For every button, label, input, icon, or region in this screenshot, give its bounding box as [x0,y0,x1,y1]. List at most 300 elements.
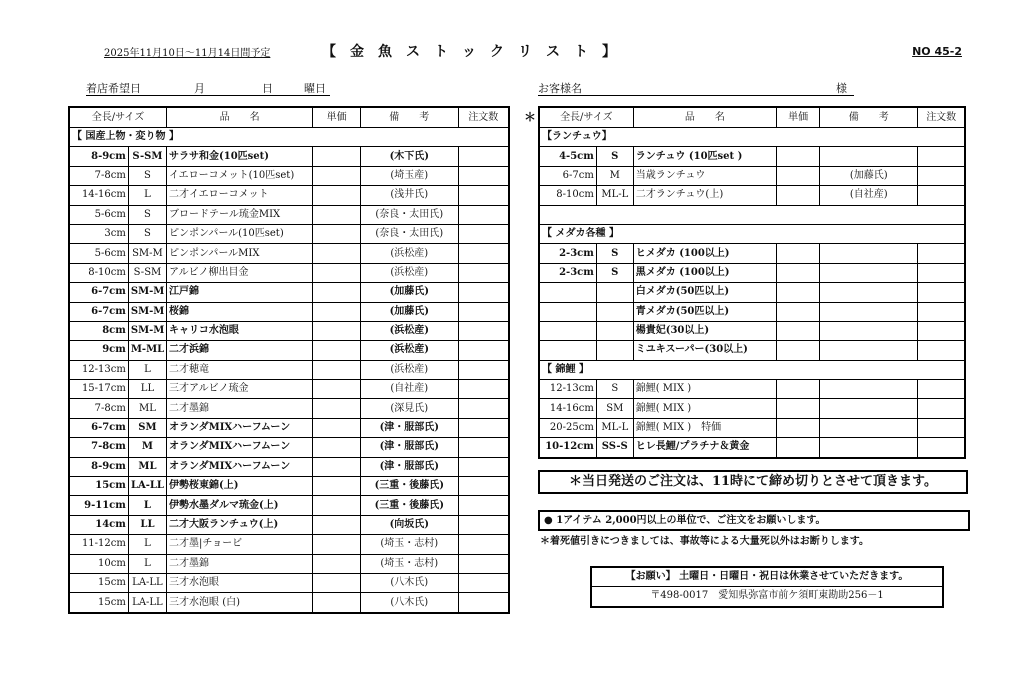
length-cell: 9cm [69,341,128,360]
size-cell: L [128,186,166,205]
size-cell: L [128,360,166,379]
length-cell: 9-11cm [69,496,128,515]
unit-price-cell[interactable] [777,147,820,166]
unit-price-cell[interactable] [313,321,361,340]
product-name-cell: 江戸錦 [167,283,313,302]
size-cell: L [128,535,166,554]
unit-price-cell[interactable] [313,147,361,166]
length-cell: 15-17cm [69,380,128,399]
length-cell: 8-9cm [69,457,128,476]
order-quantity-cell[interactable] [458,186,509,205]
product-name-cell: 白メダカ(50匹以上) [633,283,776,302]
same-day-deadline-notice: ＊当日発送のご注文は、11時にて締め切りとさせて頂きます。 [538,470,968,494]
length-cell: 6-7cm [69,302,128,321]
section-title: 【ランチュウ】 [539,128,965,147]
order-quantity-cell[interactable] [458,147,509,166]
unit-price-cell[interactable] [777,341,820,360]
remarks-cell [820,418,918,437]
size-cell: S [596,147,633,166]
table-row [69,166,509,185]
order-quantity-cell[interactable] [918,302,965,321]
product-name-cell: 二才ランチュウ(上) [633,186,776,205]
holiday-address-box [590,566,944,608]
size-cell [596,341,633,360]
remarks-cell [820,438,918,458]
product-name-cell: ヒメダカ (100以上) [633,244,776,263]
delivery-period: 2025年11月10日～11月14日間予定 [104,48,271,59]
product-name-cell: オランダMIXハーフムーン [167,418,313,437]
length-cell: 6-7cm [539,166,596,185]
size-cell: SS-S [596,438,633,458]
product-name-cell: 二才墨錦 [167,554,313,573]
section-row [539,224,965,243]
minimum-order-notice: ● 1アイテム 2,000円以上の単位で、ご注文をお願いします。 [538,510,970,531]
product-name-cell: 三才水泡眼 [167,573,313,592]
remarks-cell: (埼玉・志村) [361,535,459,554]
table-row [69,573,509,592]
size-cell: LA-LL [128,477,166,496]
col-name-header: 品 名 [633,107,776,128]
size-cell [596,321,633,340]
remarks-cell: (浜松産) [361,321,459,340]
product-name-cell: 当歳ランチュウ [633,166,776,185]
product-name-cell: 二才イエローコメット [167,186,313,205]
length-cell: 8-10cm [539,186,596,205]
size-cell: ML [128,457,166,476]
unit-price-cell[interactable] [313,515,361,534]
order-quantity-cell[interactable] [458,535,509,554]
month-label: 月 [194,82,205,95]
product-name-cell: 楊貴妃(30以上) [633,321,776,340]
size-cell: LA-LL [128,593,166,613]
remarks-cell: (三重・後藤氏) [361,496,459,515]
table-row [539,147,965,166]
unit-price-cell[interactable] [313,302,361,321]
order-quantity-cell[interactable] [458,321,509,340]
asterisk-mark: ＊ [524,110,537,124]
table-row [539,418,965,437]
order-quantity-cell[interactable] [918,283,965,302]
size-cell: SM-M [128,244,166,263]
length-cell: 2-3cm [539,263,596,282]
table-row [539,263,965,282]
product-name-cell: オランダMIXハーフムーン [167,457,313,476]
length-cell: 5-6cm [69,205,128,224]
remarks-cell: (浜松産) [361,341,459,360]
product-name-cell: ミユキスーパー(30以上) [633,341,776,360]
col-name-header: 品 名 [167,107,313,128]
size-cell: S [128,224,166,243]
remarks-cell: (八木氏) [361,593,459,613]
size-cell: S [596,244,633,263]
size-cell: S [596,263,633,282]
product-name-cell: ピンポンパール(10匹set) [167,224,313,243]
table-row [69,360,509,379]
size-cell: ML [128,399,166,418]
remarks-cell: (加藤氏) [361,302,459,321]
unit-price-cell[interactable] [777,380,820,399]
table-row [69,399,509,418]
remarks-cell: (木下氏) [361,147,459,166]
product-name-cell: ランチュウ (10匹set ) [633,147,776,166]
table-row [69,224,509,243]
product-name-cell: 桜錦 [167,302,313,321]
length-cell: 6-7cm [69,283,128,302]
table-row [69,147,509,166]
remarks-cell: (奈良・太田氏) [361,224,459,243]
remarks-cell: (加藤氏) [361,283,459,302]
table-row [69,321,509,340]
page-title: 【 金 魚 ス ト ッ ク リ ス ト 】 [322,44,616,60]
order-quantity-cell[interactable] [918,399,965,418]
unit-price-cell[interactable] [313,244,361,263]
remarks-cell [820,244,918,263]
length-cell: 10cm [69,554,128,573]
product-name-cell: 錦鯉( MIX ) [633,399,776,418]
product-name-cell: 三才アルビノ琉金 [167,380,313,399]
table-row [69,515,509,534]
size-cell: LL [128,380,166,399]
product-name-cell: 二才穂竜 [167,360,313,379]
table-row [69,554,509,573]
order-quantity-cell[interactable] [918,380,965,399]
order-quantity-cell[interactable] [458,593,509,613]
order-quantity-cell[interactable] [458,496,509,515]
product-name-cell: サラサ和金(10匹set) [167,147,313,166]
unit-price-cell[interactable] [313,263,361,282]
col-remarks-header: 備 考 [820,107,918,128]
order-quantity-cell[interactable] [458,573,509,592]
size-cell: LA-LL [128,573,166,592]
remarks-cell [820,263,918,282]
product-name-cell: 伊勢桜東錦(上) [167,477,313,496]
unit-price-cell[interactable] [313,224,361,243]
unit-price-cell[interactable] [313,186,361,205]
col-price-header: 単価 [313,107,361,128]
table-row [69,283,509,302]
unit-price-cell[interactable] [313,360,361,379]
unit-price-cell[interactable] [313,283,361,302]
order-quantity-cell[interactable] [458,283,509,302]
unit-price-cell[interactable] [313,477,361,496]
product-name-cell: 二才墨|チョービ [167,535,313,554]
length-cell: 12-13cm [69,360,128,379]
product-name-cell: 錦鯉( MIX ) 特価 [633,418,776,437]
length-cell: 7-8cm [69,399,128,418]
section-title: 【 錦鯉 】 [539,360,965,379]
unit-price-cell[interactable] [777,263,820,282]
order-quantity-cell[interactable] [458,224,509,243]
length-cell: 4-5cm [539,147,596,166]
product-name-cell: イエローコメット(10匹set) [167,166,313,185]
col-order-header: 注文数 [458,107,509,128]
unit-price-cell[interactable] [313,380,361,399]
order-quantity-cell[interactable] [918,147,965,166]
length-cell [539,321,596,340]
product-name-cell: 二才大阪ランチュウ(上) [167,515,313,534]
remarks-cell: (浜松産) [361,263,459,282]
table-row [539,244,965,263]
remarks-cell [820,147,918,166]
customer-name-line[interactable] [538,80,854,96]
remarks-cell: (浅井氏) [361,186,459,205]
size-cell: SM-M [128,283,166,302]
product-name-cell: 三才水泡眼 (白) [167,593,313,613]
size-cell: M [128,438,166,457]
table-header [69,107,509,128]
order-quantity-cell[interactable] [458,166,509,185]
table-row [69,380,509,399]
length-cell: 5-6cm [69,244,128,263]
size-cell [596,283,633,302]
length-cell: 10-12cm [539,438,596,458]
length-cell: 15cm [69,593,128,613]
order-quantity-cell[interactable] [458,380,509,399]
length-cell [539,341,596,360]
unit-price-cell[interactable] [313,399,361,418]
remarks-cell: (津・服部氏) [361,457,459,476]
table-row [69,418,509,437]
order-quantity-cell[interactable] [458,554,509,573]
document-number: NO 45-2 [912,45,962,58]
size-cell: LL [128,515,166,534]
unit-price-cell[interactable] [313,554,361,573]
arrival-date-line[interactable] [86,80,330,96]
size-cell: M [596,166,633,185]
table-row [539,380,965,399]
length-cell: 6-7cm [69,418,128,437]
size-cell: SM-M [128,302,166,321]
length-cell: 15cm [69,573,128,592]
table-row [539,321,965,340]
length-cell: 2-3cm [539,244,596,263]
table-row [69,244,509,263]
size-cell: ML-L [596,186,633,205]
unit-price-cell[interactable] [777,302,820,321]
order-quantity-cell[interactable] [458,205,509,224]
size-cell: L [128,554,166,573]
product-name-cell: 二才墨錦 [167,399,313,418]
dead-fish-policy-notice: ＊着死値引きにつきましては、事故等による大量死以外はお断りします。 [540,536,869,547]
product-name-cell: 青メダカ(50匹以上) [633,302,776,321]
order-quantity-cell[interactable] [458,341,509,360]
right-stock-table [538,106,966,459]
order-quantity-cell[interactable] [918,438,965,458]
weekday-label: 曜日 [304,82,326,95]
table-row [69,186,509,205]
section-title: 【 国産上物・変り物 】 [69,128,509,147]
table-header [539,107,965,128]
remarks-cell: (加藤氏) [820,166,918,185]
product-name-cell: 錦鯉( MIX ) [633,380,776,399]
size-cell: S [128,205,166,224]
size-cell: SM-M [128,321,166,340]
order-quantity-cell[interactable] [918,166,965,185]
unit-price-cell[interactable] [777,418,820,437]
company-address: 〒498-0017 愛知県弥富市前ケ須町東勘助256－1 [650,590,884,601]
table-row [69,593,509,613]
spacer-cell [539,205,965,224]
remarks-cell: (八木氏) [361,573,459,592]
col-remarks-header: 備 考 [361,107,459,128]
remarks-cell: (浜松産) [361,360,459,379]
unit-price-cell[interactable] [313,205,361,224]
remarks-cell [820,321,918,340]
remarks-cell: (自社産) [361,380,459,399]
remarks-cell [820,399,918,418]
size-cell: S-SM [128,263,166,282]
unit-price-cell[interactable] [313,573,361,592]
unit-price-cell[interactable] [777,166,820,185]
section-title: 【 メダカ各種 】 [539,224,965,243]
table-row [69,438,509,457]
length-cell: 7-8cm [69,438,128,457]
unit-price-cell[interactable] [313,438,361,457]
table-row [69,302,509,321]
order-quantity-cell[interactable] [458,515,509,534]
length-cell [539,302,596,321]
unit-price-cell[interactable] [777,186,820,205]
order-quantity-cell[interactable] [458,418,509,437]
remarks-cell [820,302,918,321]
size-cell: M-ML [128,341,166,360]
remarks-cell: (埼玉・志村) [361,554,459,573]
table-row [539,302,965,321]
holiday-notice: 【お願い】 土曜日・日曜日・祝日は休業させていただきます。 [592,568,942,587]
unit-price-cell[interactable] [313,457,361,476]
product-name-cell: ブロードテール琉金MIX [167,205,313,224]
length-cell: 8-9cm [69,147,128,166]
customer-label: お客様名 [538,82,582,95]
unit-price-cell[interactable] [777,321,820,340]
remarks-cell: (奈良・太田氏) [361,205,459,224]
unit-price-cell[interactable] [313,418,361,437]
length-cell: 3cm [69,224,128,243]
product-name-cell: ピンポンパールMIX [167,244,313,263]
order-quantity-cell[interactable] [458,302,509,321]
order-quantity-cell[interactable] [918,186,965,205]
section-row [539,360,965,379]
length-cell [539,283,596,302]
section-row [69,128,509,147]
remarks-cell: (自社産) [820,186,918,205]
size-cell: L [128,496,166,515]
remarks-cell: (津・服部氏) [361,418,459,437]
size-cell: S [128,166,166,185]
product-name-cell: 黒メダカ (100以上) [633,263,776,282]
remarks-cell: (津・服部氏) [361,438,459,457]
table-row [539,283,965,302]
order-quantity-cell[interactable] [458,360,509,379]
arrival-label: 着店希望日 [86,82,141,95]
unit-price-cell[interactable] [777,244,820,263]
table-row [69,341,509,360]
table-row [539,399,965,418]
unit-price-cell[interactable] [313,341,361,360]
spacer-row [539,205,965,224]
order-quantity-cell[interactable] [458,399,509,418]
table-row [69,496,509,515]
product-name-cell: アルビノ柳出目金 [167,263,313,282]
product-name-cell: キャリコ水泡眼 [167,321,313,340]
order-quantity-cell[interactable] [918,263,965,282]
product-name-cell: 二才浜錦 [167,341,313,360]
order-quantity-cell[interactable] [458,244,509,263]
table-row [539,438,965,458]
order-quantity-cell[interactable] [458,263,509,282]
product-name-cell: オランダMIXハーフムーン [167,438,313,457]
order-quantity-cell[interactable] [918,341,965,360]
order-quantity-cell[interactable] [458,477,509,496]
length-cell: 7-8cm [69,166,128,185]
length-cell: 14cm [69,515,128,534]
length-cell: 20-25cm [539,418,596,437]
remarks-cell: (三重・後藤氏) [361,477,459,496]
size-cell: SM [128,418,166,437]
col-size-header: 全長/サイズ [69,107,167,128]
remarks-cell: (埼玉産) [361,166,459,185]
size-cell [596,302,633,321]
remarks-cell [820,341,918,360]
size-cell: ML-L [596,418,633,437]
order-quantity-cell[interactable] [918,321,965,340]
table-row [539,186,965,205]
length-cell: 14-16cm [69,186,128,205]
order-quantity-cell[interactable] [458,457,509,476]
length-cell: 12-13cm [539,380,596,399]
table-row [69,457,509,476]
length-cell: 8cm [69,321,128,340]
length-cell: 14-16cm [539,399,596,418]
table-row [69,263,509,282]
remarks-cell: (向坂氏) [361,515,459,534]
product-name-cell: ヒレ長鯉/プラチナ＆黄金 [633,438,776,458]
size-cell: S-SM [128,147,166,166]
size-cell: SM [596,399,633,418]
remarks-cell [820,380,918,399]
unit-price-cell[interactable] [313,166,361,185]
table-row [539,166,965,185]
order-quantity-cell[interactable] [458,438,509,457]
length-cell: 8-10cm [69,263,128,282]
remarks-cell [820,283,918,302]
table-row [69,535,509,554]
unit-price-cell[interactable] [313,535,361,554]
day-label: 日 [262,82,273,95]
length-cell: 11-12cm [69,535,128,554]
table-row [539,341,965,360]
remarks-cell: (浜松産) [361,244,459,263]
unit-price-cell[interactable] [313,496,361,515]
unit-price-cell[interactable] [777,438,820,458]
remarks-cell: (深見氏) [361,399,459,418]
order-quantity-cell[interactable] [918,244,965,263]
left-stock-table [68,106,510,614]
col-order-header: 注文数 [918,107,965,128]
unit-price-cell[interactable] [313,593,361,613]
unit-price-cell[interactable] [777,399,820,418]
order-quantity-cell[interactable] [918,418,965,437]
unit-price-cell[interactable] [777,283,820,302]
table-row [69,205,509,224]
customer-suffix: 様 [836,82,847,95]
size-cell: S [596,380,633,399]
product-name-cell: 伊勢水墨ダルマ琉金(上) [167,496,313,515]
col-price-header: 単価 [777,107,820,128]
table-row [69,477,509,496]
section-row [539,128,965,147]
length-cell: 15cm [69,477,128,496]
